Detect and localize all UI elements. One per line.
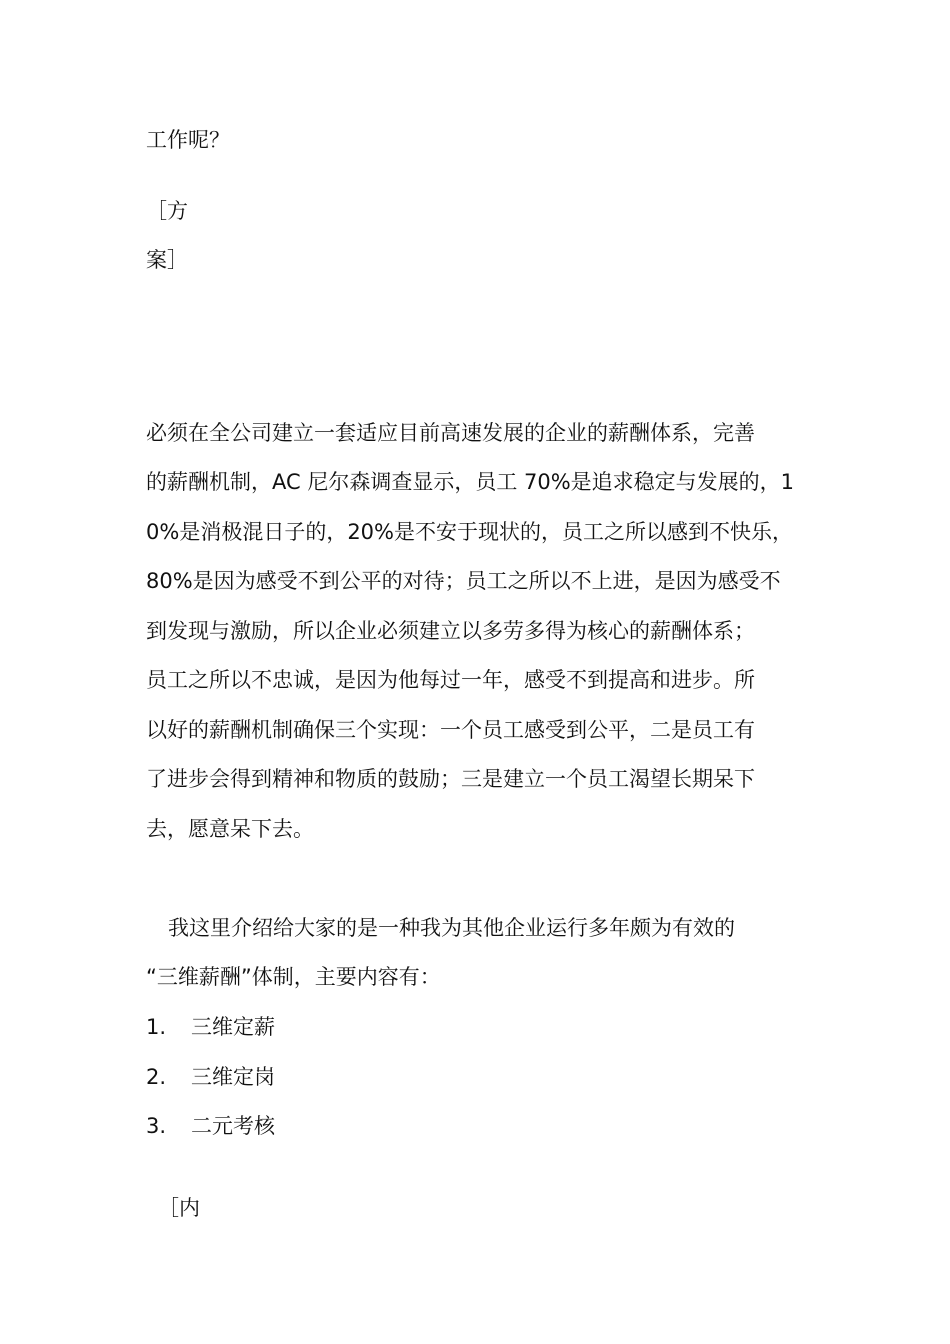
paragraph-line: 我这里介绍给大家的是一种我为其他企业运行多年颇为有效的 xyxy=(168,916,735,940)
list-item-text: 三维定薪 xyxy=(191,1015,275,1039)
list-item-text: 二元考核 xyxy=(191,1114,275,1138)
section-heading-plan-line-1: ［方 xyxy=(146,199,188,223)
paragraph-line: 80%是因为感受不到公平的对待；员工之所以不上进，是因为感受不 xyxy=(146,569,781,593)
paragraph-line: 的薪酬机制，AC 尼尔森调查显示，员工 70%是追求稳定与发展的，1 xyxy=(146,470,795,494)
paragraph-line: 到发现与激励，所以企业必须建立以多劳多得为核心的薪酬体系； xyxy=(146,619,755,643)
list-item-number: 1. xyxy=(146,1015,167,1039)
list-item xyxy=(146,1062,275,1092)
paragraph-line: 0%是消极混日子的，20%是不安于现状的，员工之所以感到不快乐， xyxy=(146,520,793,544)
list-item-number: 3. xyxy=(146,1114,167,1138)
list-item-text: 三维定岗 xyxy=(191,1065,275,1089)
paragraph-line: 了进步会得到精神和物质的鼓励；三是建立一个员工渴望长期呆下 xyxy=(146,767,755,791)
intro-line: 工作呢？ xyxy=(146,128,230,152)
paragraph-line: 以好的薪酬机制确保三个实现：一个员工感受到公平，二是员工有 xyxy=(146,718,755,742)
list-item-number: 2. xyxy=(146,1065,167,1089)
list-item xyxy=(146,1012,275,1042)
paragraph-line: 必须在全公司建立一套适应目前高速发展的企业的薪酬体系，完善 xyxy=(146,421,755,445)
paragraph-line: 去，愿意呆下去。 xyxy=(146,817,314,841)
list-item xyxy=(146,1111,275,1141)
paragraph-line: “三维薪酬”体制，主要内容有： xyxy=(146,965,441,989)
section-heading-plan-line-2: 案］ xyxy=(146,248,188,272)
section-heading-content: ［内 xyxy=(158,1196,200,1220)
paragraph-line: 员工之所以不忠诚，是因为他每过一年，感受不到提高和进步。所 xyxy=(146,668,755,692)
